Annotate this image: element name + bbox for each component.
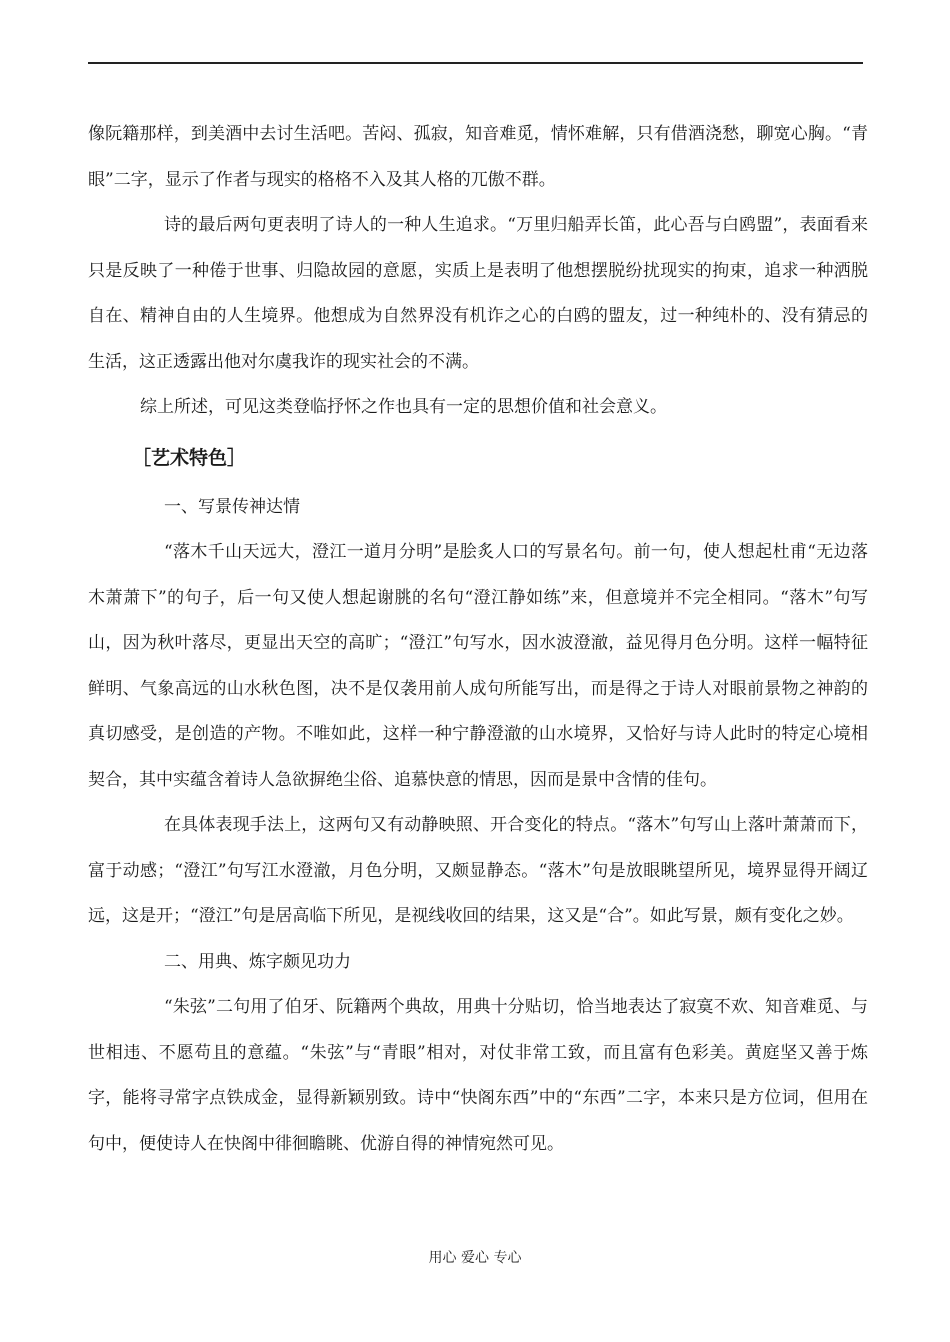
section-heading-art: ［艺术特色］ — [132, 446, 247, 469]
subheading-allusion: 二、用典、炼字颇见功力 — [164, 951, 351, 972]
paragraph-summary: 综上所述，可见这类登临抒怀之作也具有一定的思想价值和社会意义。 — [140, 397, 667, 417]
paragraph-allusion: “朱弦”二句用了伯牙、阮籍两个典故，用典十分贴切，恰当地表达了寂寞不欢、知音难觅、与世相违、不愿苟且的意蕴。“朱弦”与“青眼”相对，对仗非常工致，而且富有色彩美。黄庭坚又善于炼字，能将寻常字点铁成金，显得新颖别致。诗中“快阁东西”中的“东西”二字，本来只是方位词，但用在句中，便使诗人在快阁中徘徊瞻眺、优游自得的神情宛然可见。 — [88, 997, 868, 1154]
paragraph-continuation: 像阮籍那样，到美酒中去讨生活吧。苦闷、孤寂，知音难觅，情怀难解，只有借酒浇愁，聊宽心胸。“青眼”二字，显示了作者与现实的格格不入及其人格的兀傲不群。 — [88, 124, 868, 190]
paragraph-life-pursuit: 诗的最后两句更表明了诗人的一种人生追求。“万里归船弄长笛，此心吾与白鸥盟”，表面看来只是反映了一种倦于世事、归隐故园的意愿，实质上是表明了他想摆脱纷扰现实的拘束，追求一种洒脱自在、精神自由的人生境界。他想成为自然界没有机诈之心的白鸥的盟友，过一种纯朴的、没有猜忌的生活，这正透露出他对尔虞我诈的现实社会的不满。 — [88, 215, 868, 372]
header-rule — [88, 62, 863, 64]
subheading-scenery: 一、写景传神达情 — [164, 496, 300, 517]
paragraph-scenery-1: “落木千山天远大，澄江一道月分明”是脍炙人口的写景名句。前一句，使人想起杜甫“无边落木萧萧下”的句子，后一句又使人想起谢朓的名句“澄江静如练”来，但意境并不完全相同。“落木”句写山，因为秋叶落尽，更显出天空的高旷；“澄江”句写水，因水波澄澈，益见得月色分明。这样一幅特征鲜明、气象高远的山水秋色图，决不是仅袭用前人成句所能写出，而是得之于诗人对眼前景物之神韵的真切感受，是创造的产物。不唯如此，这样一种宁静澄澈的山水境界，又恰好与诗人此时的特定心境相契合，其中实蕴含着诗人急欲摒绝尘俗、追慕快意的情思，因而是景中含情的佳句。 — [88, 542, 868, 790]
paragraph-scenery-2: 在具体表现手法上，这两句又有动静映照、开合变化的特点。“落木”句写山上落叶萧萧而下，富于动感；“澄江”句写江水澄澈，月色分明，又颇显静态。“落木”句是放眼眺望所见，境界显得开阔辽远，这是开；“澄江”句是居高临下所见，是视线收回的结果，这又是“合”。如此写景，颇有变化之妙。 — [88, 815, 868, 926]
document-body — [88, 112, 868, 1167]
page-footer: 用心 爱心 专心 — [428, 1250, 522, 1266]
